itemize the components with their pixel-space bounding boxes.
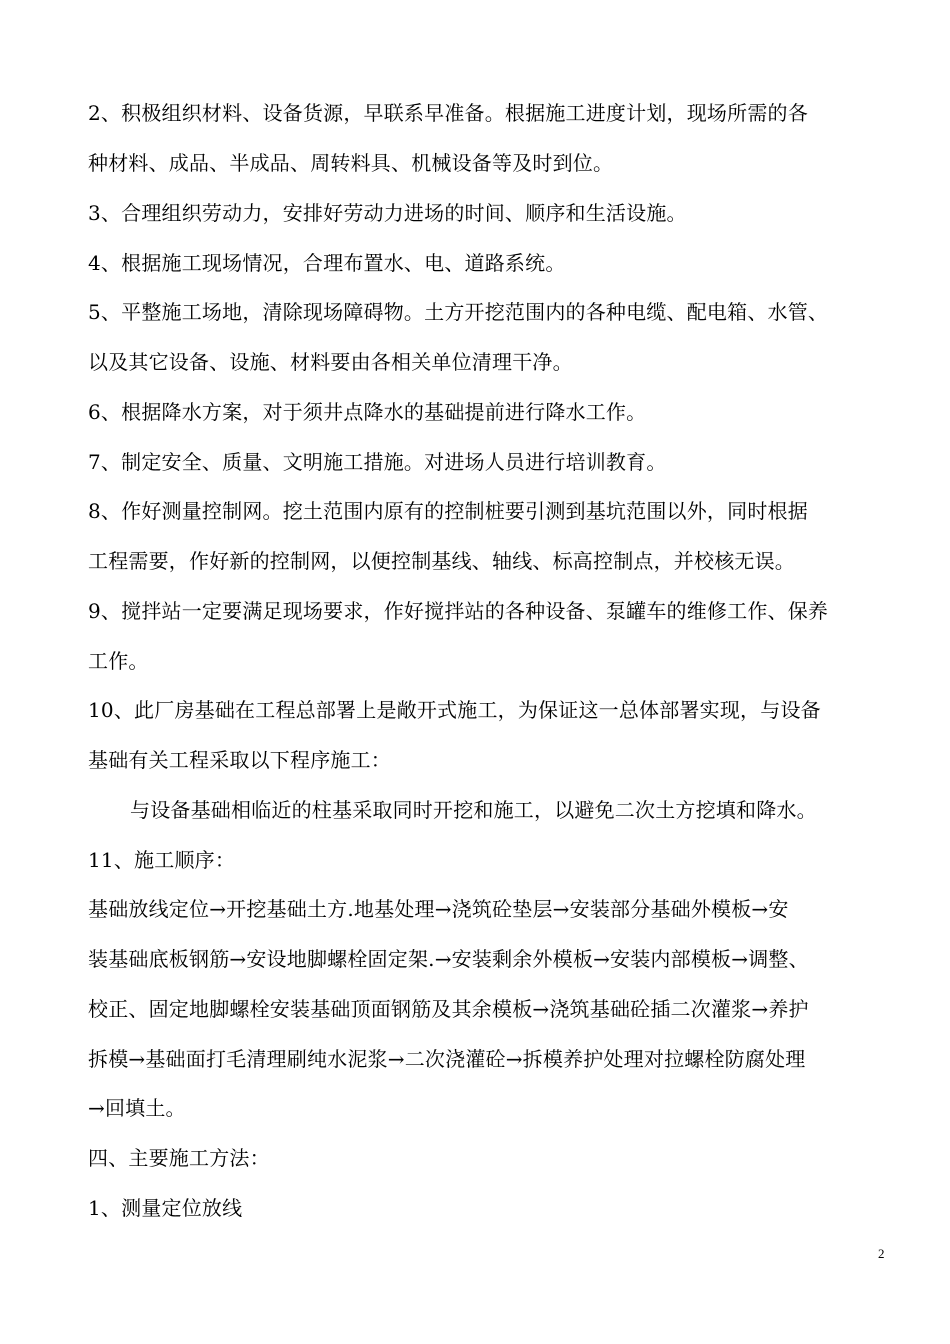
paragraph-11: 11、施工顺序： [88,848,236,872]
sequence-line-3: 校正、固定地脚螺栓安装基础顶面钢筋及其余模板→浇筑基础砼插二次灌浆→养护 [88,997,809,1021]
paragraph-2-line-1: 2、积极组织材料、设备货源，早联系早准备。根据施工进度计划，现场所需的各 [88,101,808,125]
paragraph-10-note: 与设备基础相临近的柱基采取同时开挖和施工，以避免二次土方挖填和降水。 [130,798,817,822]
section-4-item-1: 1、测量定位放线 [88,1196,243,1220]
sequence-line-5: →回填土。 [88,1096,186,1120]
paragraph-2-line-2: 种材料、成品、半成品、周转料具、机械设备等及时到位。 [88,151,614,175]
sequence-line-4: 拆模→基础面打毛清理刷纯水泥浆→二次浇灌砼→拆模养护处理对拉螺栓防腐处理 [88,1047,806,1071]
paragraph-9-line-1: 9、搅拌站一定要满足现场要求，作好搅拌站的各种设备、泵罐车的维修工作、保养 [88,599,829,623]
paragraph-5-line-2: 以及其它设备、设施、材料要由各相关单位清理干净。 [88,350,573,374]
page-number: 2 [878,1246,885,1261]
paragraph-6: 6、根据降水方案，对于须井点降水的基础提前进行降水工作。 [88,400,647,424]
section-4-heading: 四、主要施工方法： [88,1146,270,1170]
paragraph-9-line-2: 工作。 [88,649,149,673]
paragraph-7: 7、制定安全、质量、文明施工措施。对进场人员进行培训教育。 [88,450,667,474]
paragraph-8-line-2: 工程需要，作好新的控制网，以便控制基线、轴线、标高控制点，并校核无误。 [88,549,795,573]
paragraph-10-line-2: 基础有关工程采取以下程序施工： [88,748,391,772]
sequence-line-2: 装基础底板钢筋→安设地脚螺栓固定架.→安装剩余外模板→安装内部模板→调整、 [88,947,809,971]
paragraph-5-line-1: 5、平整施工场地，清除现场障碍物。土方开挖范围内的各种电缆、配电箱、水管、 [88,300,829,324]
paragraph-8-line-1: 8、作好测量控制网。挖土范围内原有的控制桩要引测到基坑范围以外，同时根据 [88,499,808,523]
paragraph-10-line-1: 10、此厂房基础在工程总部署上是敞开式施工，为保证这一总体部署实现，与设备 [88,698,821,722]
paragraph-4: 4、根据施工现场情况，合理布置水、电、道路系统。 [88,251,566,275]
paragraph-3: 3、合理组织劳动力，安排好劳动力进场的时间、顺序和生活设施。 [88,201,687,225]
sequence-line-1: 基础放线定位→开挖基础土方.地基处理→浇筑砼垫层→安装部分基础外模板→安 [88,897,789,921]
